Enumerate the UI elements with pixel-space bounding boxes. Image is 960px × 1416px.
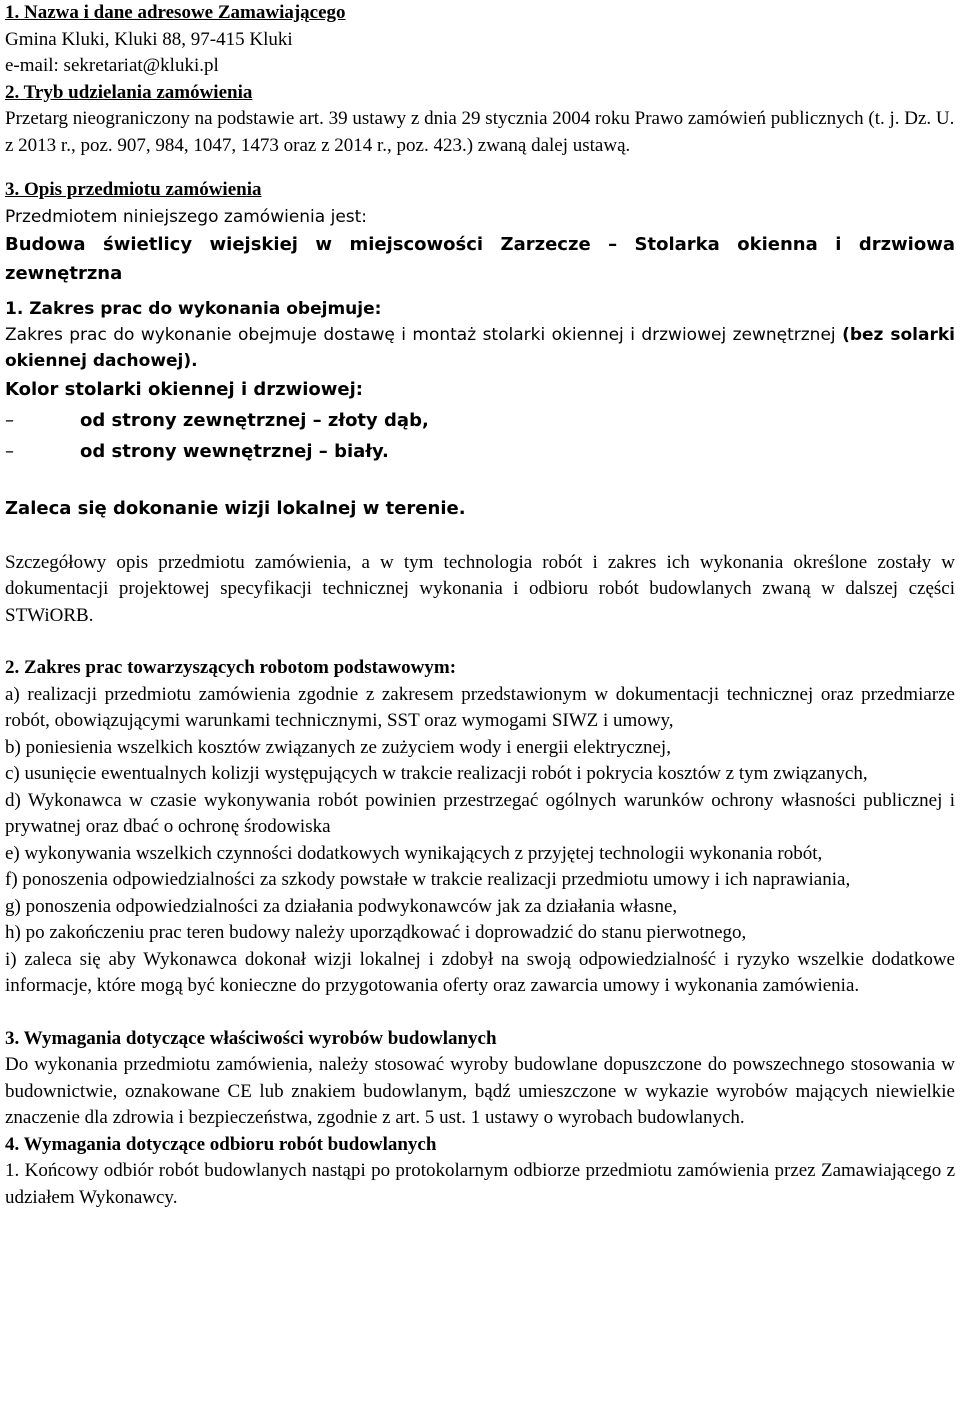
- color-heading: Kolor stolarki okiennej i drzwiowej:: [5, 378, 363, 400]
- scope-heading: 1. Zakres prac do wykonania obejmuje:: [5, 298, 382, 319]
- products-requirements-text: Do wykonania przedmiotu zamówienia, należy stosować wyroby budowlane dopuszczone do powszechnego stosowania w budownictwie, oznakowane CE lub znakiem budowlanym, bądź umieszczone w wykazie wyrobów mających niewielkie znaczenie dla zdrowia i bezpieczeństwa, zgodnie z art. 5 ust. 1 ustawy o wyrobach budowlanych.: [5, 1054, 955, 1128]
- ordering-party-email: e-mail: sekretariat@kluki.pl: [5, 55, 219, 76]
- accompanying-works-heading: 2. Zakres prac towarzyszących robotom podstawowym:: [5, 657, 457, 678]
- section-heading-ordering-party: 1. Nazwa i dane adresowe Zamawiającego: [5, 2, 346, 23]
- list-item: a) realizacji przedmiotu zamówienia zgodnie z zakresem przedstawionym w dokumentacji technicznej oraz przedmiarze robót, obowiązującymi warunkami technicznymi, SST oraz wymogami SIWZ i umowy,: [5, 683, 955, 731]
- list-item: d) Wykonawca w czasie wykonywania robót powinien przestrzegać ogólnych warunków ochrony własności publicznej i prywatnej oraz dbać o ochronę środowiska: [5, 789, 955, 837]
- procedure-text: Przetarg nieograniczony na podstawie art. 39 ustawy z dnia 29 stycznia 2004 roku Prawo zamówień publicznych (t. j. Dz. U. z 2013 r., poz. 907, 984, 1047, 1473 oraz z 2014 r., poz. 423.) zwaną dalej ustawą.: [5, 108, 955, 156]
- color-item-exterior: – od strony zewnętrznej – złoty dąb,: [5, 405, 955, 436]
- list-item: i) zaleca się aby Wykonawca dokonał wizji lokalnej i zdobył na swoją odpowiedzialność i ryzyko wszelkie dodatkowe informacje, które mogą być konieczne do przygotowania oferty oraz zawarcia umowy i wykonania zamówienia.: [5, 948, 955, 996]
- dash-bullet: –: [5, 409, 14, 431]
- subject-intro: Przedmiotem niniejszego zamówienia jest:: [5, 206, 368, 227]
- list-item: c) usunięcie ewentualnych kolizji występujących w trakcie realizacji robót i pokrycia kosztów z tym związanych,: [5, 763, 868, 784]
- acceptance-requirements-heading: 4. Wymagania dotyczące odbioru robót budowlanych: [5, 1133, 437, 1155]
- ordering-party-address: Gmina Kluki, Kluki 88, 97-415 Kluki: [5, 28, 293, 50]
- list-item: e) wykonywania wszelkich czynności dodatkowych wynikających z przyjętej technologii wykonania robót,: [5, 842, 823, 864]
- scope-text: Zakres prac do wykonanie obejmuje dostawę i montaż stolarki okiennej i drzwiowej zewnętrznej (bez solarki okiennej dachowej).: [5, 324, 955, 371]
- section-heading-procedure: 2. Tryb udzielania zamówienia: [5, 81, 253, 103]
- detail-description: Szczegółowy opis przedmiotu zamówienia, a w tym technologia robót i zakres ich wykonania określone zostały w dokumentacji projektowej specyfikacji technicznej wykonania i odbioru robót budowlanych zwaną w dalszej części STWiORB.: [5, 551, 955, 626]
- section-heading-subject: 3. Opis przedmiotu zamówienia: [5, 179, 262, 200]
- dash-bullet: –: [5, 440, 14, 462]
- list-item: f) ponoszenia odpowiedzialności za szkody powstałe w trakcie realizacji przedmiotu umowy i ich naprawiania,: [5, 869, 851, 890]
- products-requirements-heading: 3. Wymagania dotyczące właściwości wyrobów budowlanych: [5, 1027, 497, 1049]
- list-item: g) ponoszenia odpowiedzialności za działania podwykonawców jak za działania własne,: [5, 895, 678, 917]
- document-page: [5, 0, 955, 1211]
- color-item-interior: – od strony wewnętrznej – biały.: [5, 436, 955, 467]
- subject-title: Budowa świetlicy wiejskiej w miejscowości Zarzecze – Stolarka okienna i drzwiowa zewnętrzna: [5, 233, 955, 284]
- site-visit-note: Zaleca się dokonanie wizji lokalnej w terenie.: [5, 497, 466, 519]
- list-item: b) poniesienia wszelkich kosztów związanych ze zużyciem wody i energii elektrycznej,: [5, 736, 671, 758]
- acceptance-requirements-text: 1. Końcowy odbiór robót budowlanych nastąpi po protokolarnym odbiorze przedmiotu zamówienia przez Zamawiającego z udziałem Wykonawcy.: [5, 1160, 955, 1208]
- list-item: h) po zakończeniu prac teren budowy należy uporządkować i doprowadzić do stanu pierwotnego,: [5, 922, 747, 943]
